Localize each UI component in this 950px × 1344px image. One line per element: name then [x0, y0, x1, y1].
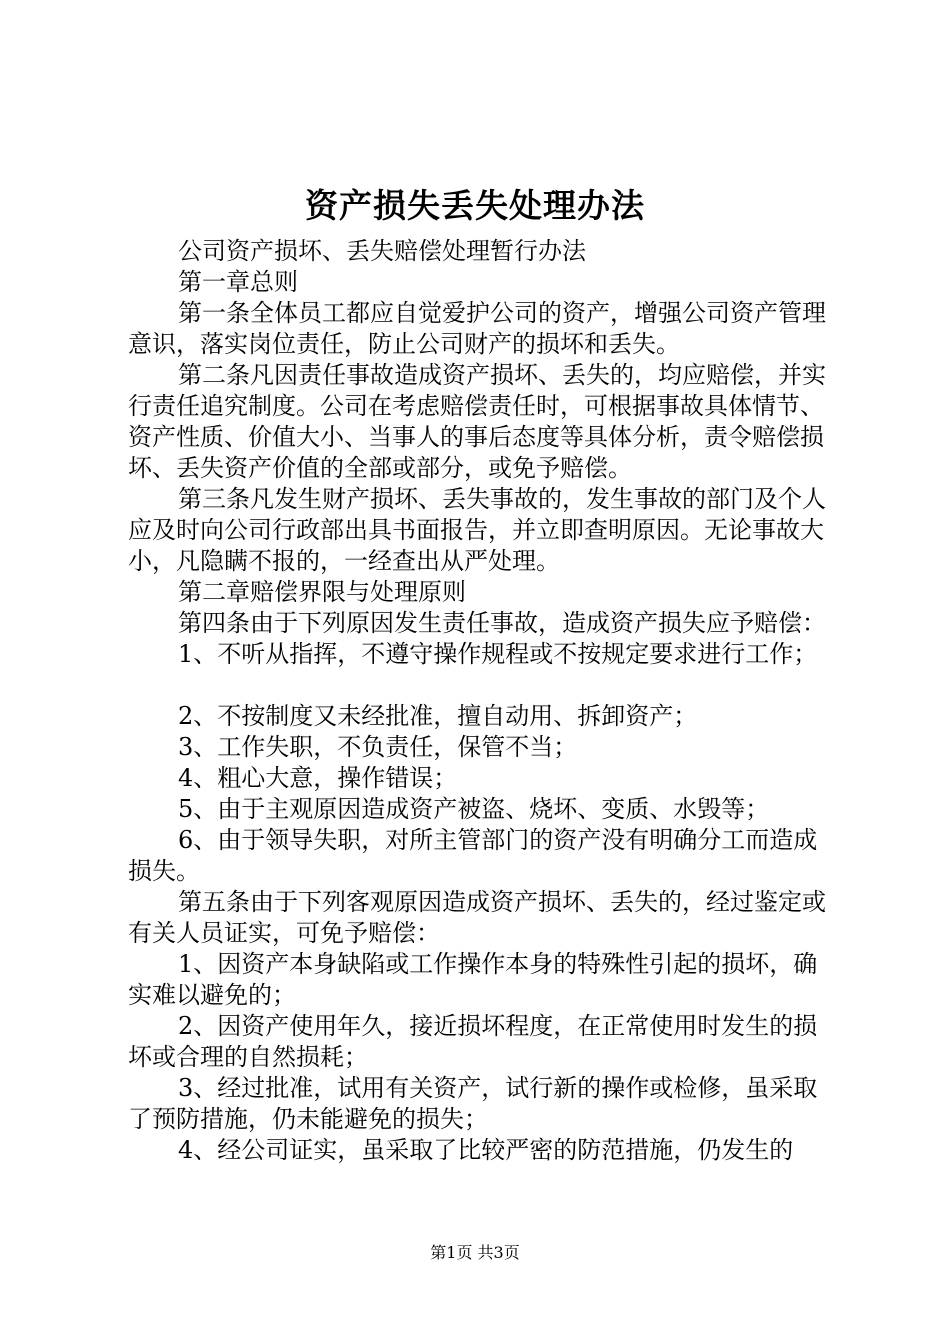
- list-item: 3、经过批准，试用有关资产，试行新的操作或检修，虽采取了预防措施，仍未能避免的损失；: [128, 1074, 818, 1133]
- document-body: [128, 236, 840, 1166]
- page-number: 第1页 共3页: [430, 1243, 520, 1262]
- chapter-heading: 第一章总则: [178, 268, 298, 296]
- list-item: 6、由于领导失职，对所主管部门的资产没有明确分工而造成损失。: [128, 826, 818, 885]
- list-item: 4、粗心大意，操作错误；: [178, 764, 458, 792]
- article-paragraph: 第二条凡因责任事故造成资产损坏、丢失的，均应赔偿，并实行责任追究制度。公司在考虑赔偿责任时，可根据事故具体情节、资产性质、价值大小、当事人的事后态度等具体分析，责令赔偿损坏、丢失资产价值的全部或部分，或免予赔偿。: [128, 361, 826, 482]
- paragraph-subtitle: 公司资产损坏、丢失赔偿处理暂行办法: [178, 237, 586, 265]
- article-paragraph: 第四条由于下列原因发生责任事故，造成资产损失应予赔偿：: [178, 609, 826, 637]
- document-title: 资产损失丢失处理办法: [305, 186, 645, 225]
- list-item: 1、因资产本身缺陷或工作操作本身的特殊性引起的损坏，确实难以避免的；: [128, 950, 818, 1009]
- chapter-heading: 第二章赔偿界限与处理原则: [178, 578, 466, 606]
- list-item: 2、不按制度又未经批准，擅自动用、拆卸资产；: [178, 702, 698, 730]
- article-paragraph: 第三条凡发生财产损坏、丢失事故的，发生事故的部门及个人应及时向公司行政部出具书面报告，并立即查明原因。无论事故大小，凡隐瞒不报的，一经查出从严处理。: [128, 485, 826, 575]
- list-item: 1、不听从指挥，不遵守操作规程或不按规定要求进行工作；: [178, 640, 818, 668]
- article-paragraph: 第一条全体员工都应自觉爱护公司的资产，增强公司资产管理意识，落实岗位责任，防止公司财产的损坏和丢失。: [128, 299, 826, 358]
- list-item: 2、因资产使用年久，接近损坏程度，在正常使用时发生的损坏或合理的自然损耗；: [128, 1012, 818, 1071]
- list-item: 3、工作失职，不负责任，保管不当；: [178, 733, 578, 761]
- article-paragraph: 第五条由于下列客观原因造成资产损坏、丢失的，经过鉴定或有关人员证实，可免予赔偿：: [128, 888, 826, 947]
- list-item: 4、经公司证实，虽采取了比较严密的防范措施，仍发生的: [178, 1136, 794, 1164]
- list-item: 5、由于主观原因造成资产被盗、烧坏、变质、水毁等；: [178, 795, 770, 823]
